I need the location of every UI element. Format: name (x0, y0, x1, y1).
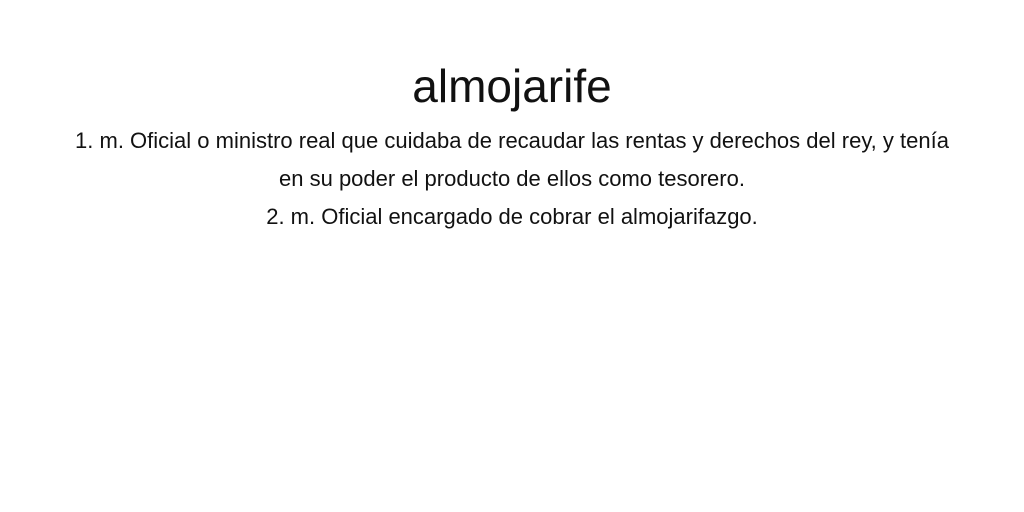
definition-1: 1. m. Oficial o ministro real que cuidaba de recaudar las rentas y derechos del rey, y tenía en su poder el producto de ellos como tesorero. (75, 128, 949, 191)
dictionary-entry (0, 56, 1024, 236)
entry-headword: almojarife (412, 60, 612, 112)
definition-2: 2. m. Oficial encargado de cobrar el almojarifazgo. (266, 204, 758, 229)
definitions-list (62, 122, 962, 236)
